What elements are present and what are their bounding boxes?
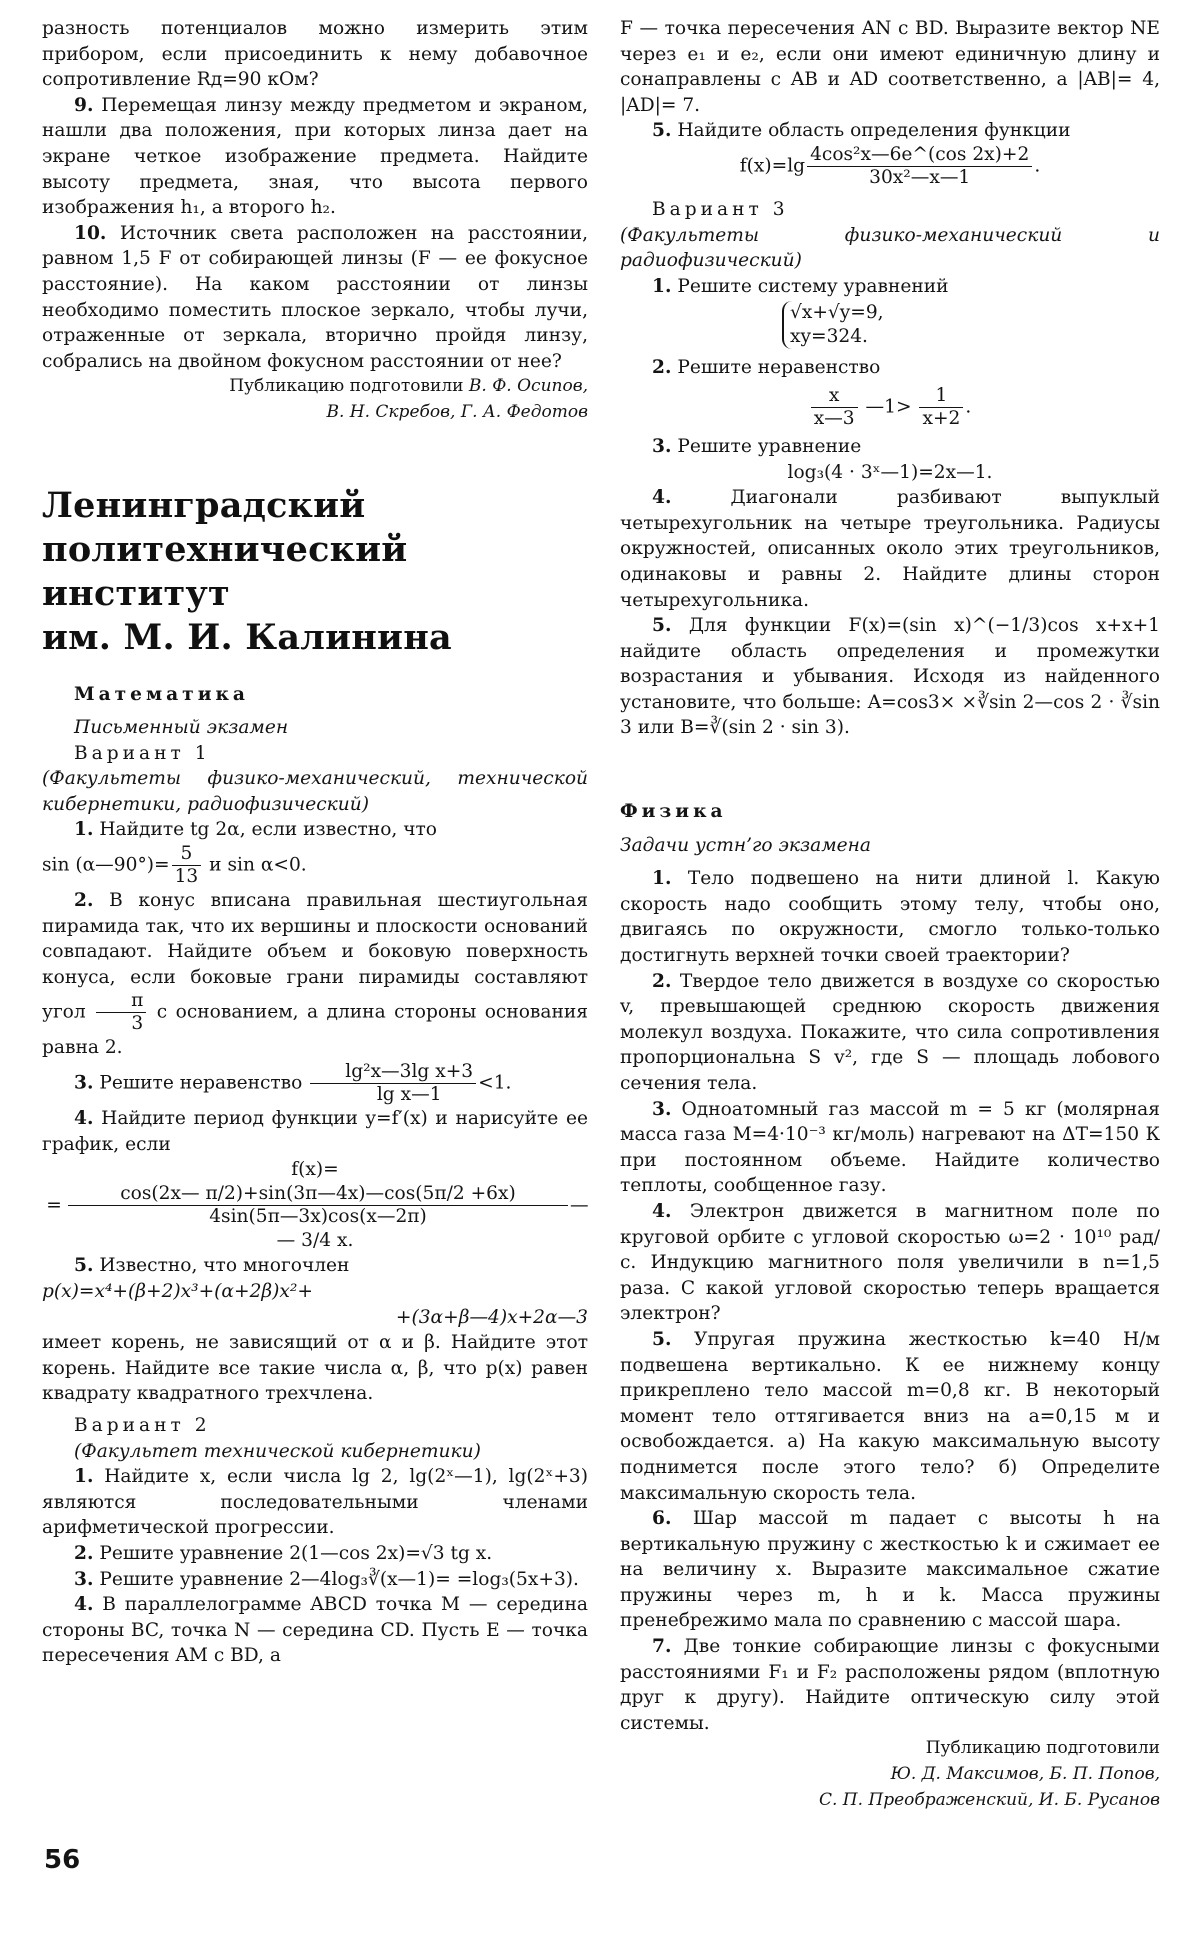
problem-number: 6. [652,1508,672,1530]
problem-text: Диагонали разбивают выпуклый четырехугольник на четыре треугольника. Радиусы окружностей, описанных около этих треугольников, одинаковы и равны 2. Найдите длины сторон четырехугольника. [620,487,1160,611]
problem-text: Одноатомный газ массой m = 5 кг (молярная масса газа M=4·10⁻³ кг/моль) нагревают на ΔT=150 К при постоянном объеме. Найдите количество теплоты, сообщенное газу. [620,1098,1160,1197]
inequality-rhs: <1. [478,1072,512,1094]
fraction-denominator: 30x²—x—1 [807,166,1032,189]
fraction-numerator: x [828,384,840,406]
fraction [811,385,858,430]
institute-title-line: институт [42,572,230,614]
exam-type: Письменный экзамен [74,717,289,739]
problem-text: Источник света расположен на расстоянии, равном 1,5 F от собирающей линзы (F — ее фокусное расстояние). На каком расстоянии от линзы необходимо поместить плоское зеркало, чтобы лучи, отраженные от зеркала, вторично пройдя линзу, собрались на двойном фокусном расстоянии от нее? [42,222,588,372]
fraction-numerator: 1 [935,384,948,406]
publication-credit-line2 [620,1762,1160,1788]
problem-9 [42,93,588,221]
v3-problem-3 [620,434,1160,460]
physics-problem-2 [620,969,1160,1097]
institute-title [42,484,588,660]
v1-problem-1-formula [42,843,588,888]
problem-text: Решите систему уравнений [671,275,949,297]
problem-text: Решите уравнение [671,435,862,457]
variant-3-faculties: (Факультеты физико-механический и радиофизический) [620,224,1160,272]
v1-problem-3 [42,1061,588,1106]
problem-text: Решите уравнение 2(1—cos 2x)=√3 tg x. [93,1542,493,1564]
system-equation: xy=324. [790,326,868,348]
problem-number: 3. [74,1568,94,1590]
credit-names: В. Ф. Осипов, [468,376,588,397]
problem-number: 1. [652,868,672,890]
formula-lhs: f(x)=lg [739,155,806,177]
publication-credit: Публикацию подготовили [925,1738,1160,1759]
problem-text: Решите неравенство [93,1072,303,1094]
problem-number: 4. [652,487,672,509]
problem-number: 5. [652,1328,672,1350]
problem-text: Решите неравенство [671,357,881,379]
problem-text-cont: с основанием, а длина стороны основания равна 2. [42,1001,588,1059]
v1-problem-4 [42,1106,588,1157]
problem-text: Решите уравнение 2—4log₃∛(x—1)= =log₃(5x+3). [93,1568,579,1590]
fraction-numerator: cos(2x— π/2)+sin(3π—4x)—cos(5π/2 +6x) [120,1182,516,1204]
problem-text: В конус вписана правильная шестиугольная пирамида так, что их вершины и плоскости оснований совпадают. Найдите объем и боковую поверхность конуса, если боковые грани пирамиды составляют угол [42,890,588,1023]
v1-problem-1 [42,817,588,843]
problem-text: Найдите период функции y=f′(x) и нарисуйте ее график, если [42,1108,588,1155]
variant-2-heading: Вариант 2 [74,1414,211,1436]
fraction-numerator: 5 [180,843,193,865]
right-column [620,16,1160,1813]
problem-text: В параллелограмме ABCD точка M — середина стороны BC, точка N — середина CD. Пусть E — точка пересечения AM с BD, а [42,1594,588,1667]
problem-number: 4. [74,1594,94,1616]
problem-number: 3. [652,1098,672,1120]
fraction-numerator: π [131,990,144,1012]
problem-text: Твердое тело движется в воздухе со скоростью v, превышающей среднюю скорость движения молекул воздуха. Покажите, что сила сопротивления пропорциональна S v², где S — площадь лобового сечения тела. [620,970,1160,1094]
formula-mid: —1> [859,396,918,418]
institute-title-line: политехнический [42,528,408,570]
v2-problem-4 [42,1592,588,1669]
publication-credit-line3 [620,1788,1160,1814]
problem-number: 2. [652,970,672,992]
fraction [919,385,963,430]
v1-problem-5 [42,1253,588,1279]
credit-names: Ю. Д. Максимов, Б. П. Попов, [890,1764,1160,1785]
problem-text: Для функции F(x)=(sin x)^(−1/3)cos x+x+1 найдите область определения и промежутки возрастания и убывания. Исходя из найденного установите, что больше: A=cos3× ×∛sin 2—cos 2 · ∛sin 3 или B=∛(sin 2 · sin 3). [620,615,1160,739]
problem-number: 7. [652,1636,672,1658]
v2-problem-2 [42,1541,588,1567]
v3-problem-5 [620,613,1160,741]
formula-end: . [965,396,972,418]
v2-problem-4-cont: F — точка пересечения AN с BD. Выразите вектор NE через e₁ и e₂, если они имеют единичную длину и сонаправлены с AB и AD соответственно, а |AB|= 4, |AD|= 7. [620,18,1160,116]
problem-text: Найдите x, если числа lg 2, lg(2ˣ—1), lg(2ˣ+3) являются последовательными членами арифметической прогрессии. [42,1466,588,1539]
problem-number: 3. [652,435,672,457]
problem-number: 5. [74,1255,94,1277]
problem-text: Тело подвешено на нити длиной l. Какую скорость надо сообщить этому телу, чтобы оно, двигаясь по окружности, смогло только-только достигнуть верхней точки своей траектории? [620,868,1160,967]
variant-2-faculties: (Факультет технической кибернетики) [74,1440,481,1462]
fraction-denominator: x—3 [811,407,858,430]
problem-text: Шар массой m падает с высоты h на вертикальную пружину с жесткостью k и сжимает ее на величину x. Выразите максимальное сжатие пружины через m, h и k. Масса пружины пренебрежимо мала по сравнению с массой шара. [620,1508,1160,1632]
physics-problem-1 [620,866,1160,968]
equation-system [782,301,884,349]
institute-title-line: им. М. И. Калинина [42,616,452,658]
v1-problem-4-formula: = $\frac{\cos(2x— \pi/2)+\sin(3\pi—4x)—\cos(5\pi/2 +6x)}{4\sin(5\pi—3x)\cos(x—2\pi)}$ — [46,1182,589,1227]
problem-number: 9. [74,94,94,116]
v2-problem-5-formula [620,144,1160,189]
left-column [42,16,588,1669]
problem-text: Электрон движется в магнитном поле по круговой орбите с угловой скоростью ω=2 · 10¹⁰ рад/с. Индукцию магнитного поля увеличили в n=1,5 раза. С какой угловой скоростью теперь вращается электрон? [620,1200,1160,1325]
formula-rhs: и sin α<0. [203,854,307,876]
credit-names: В. Н. Скребов, Г. А. Федотов [326,401,588,422]
system-equation: √x+√y=9, [790,302,884,324]
v3-problem-2 [620,355,1160,381]
v3-problem-1-system [620,301,1160,349]
problem-number: 1. [652,275,672,297]
v3-problem-1 [620,274,1160,300]
v3-problem-3-formula: log₃(4 · 3ˣ—1)=2x—1. [787,461,993,483]
v1-problem-5-cont: имеет корень, не зависящий от α и β. Найдите этот корень. Найдите все такие числа α, β, что p(x) равен квадрату квадратного трехчлена. [42,1332,588,1405]
problem-number: 3. [74,1072,94,1094]
problem-text: Найдите tg 2α, если известно, что [93,819,437,841]
problem-number: 2. [74,890,94,912]
formula-end: . [1034,155,1041,177]
section-heading-physics: Физика [620,801,727,823]
variant-1-faculties: (Факультеты физико-механический, технической кибернетики, радиофизический) [42,768,588,815]
problem-number: 10. [74,222,107,244]
fraction-numerator: lg²x—3lg x+3 [345,1061,474,1083]
variant-1-heading: Вариант 1 [74,742,211,764]
publication-credit-line2 [42,400,588,426]
fraction-numerator: 4cos²x—6e^(cos 2x)+2 [810,143,1030,165]
physics-exam-type: Задачи устн’го экзамена [620,834,871,856]
fraction-denominator: x+2 [919,407,963,430]
page-number: 56 [44,1845,81,1875]
problem-number: 2. [652,357,672,379]
problem-number: 2. [74,1542,94,1564]
v1-problem-4-fx: f(x)= [291,1159,339,1181]
problem-number: 4. [652,1200,672,1222]
problem-text: Перемещая линзу между предметом и экраном, нашли два положения, при которых линза дает на экране четкое изображение предмета. Найдите высоту предмета, зная, что высота первого изображения h₁, а второго h₂. [42,94,588,219]
fraction-denominator: 13 [172,865,202,888]
v3-problem-2-formula [620,385,1160,430]
continued-problem-text: разность потенциалов можно измерить этим прибором, если присоединить к нему добавочное сопротивление Rд=90 кОм? [42,18,588,91]
problem-text: Известно, что многочлен [93,1255,350,1277]
fraction [807,144,1032,189]
credit-lead: Публикацию подготовили [229,376,469,397]
fraction-denominator: 3 [96,1012,146,1035]
formula-lhs: sin (α—90°)= [42,854,170,876]
problem-10 [42,221,588,375]
problem-number: 1. [74,819,94,841]
v1-problem-4-tail: — 3/4 x. [276,1229,354,1251]
v1-problem-5-poly-line2: +(3α+β—4)x+2α—3 [395,1306,588,1328]
v1-problem-2 [42,888,588,1061]
problem-number: 4. [74,1108,94,1130]
publication-credit [42,374,588,400]
problem-text: Две тонкие собирающие линзы с фокусными расстояниями F₁ и F₂ расположены рядом (вплотную друг к другу). Найдите оптическую силу этой системы. [620,1636,1160,1734]
fraction [172,843,202,888]
fraction [310,1061,476,1106]
v2-problem-3 [42,1567,588,1593]
problem-number: 1. [74,1466,94,1488]
credit-names: С. П. Преображенский, И. Б. Русанов [818,1789,1160,1810]
problem-text: Упругая пружина жесткостью k=40 Н/м подвешена вертикально. К ее нижнему концу прикреплено тело массой m=0,8 кг. В некоторый момент тело оттягивается вниз на a=0,15 м и освобождается. а) На какую максимальную высоту поднимется после этого тело? б) Определите максимальную скорость тела. [620,1328,1160,1504]
physics-problem-6 [620,1506,1160,1634]
variant-3-heading: Вариант 3 [652,198,789,220]
fraction [68,1183,568,1228]
fraction [96,990,146,1035]
problem-number: 5. [652,120,672,142]
fraction-denominator: 4sin(5π—3x)cos(x—2π) [68,1205,568,1228]
problem-text: Найдите область определения функции [671,120,1071,142]
physics-problem-4 [620,1199,1160,1327]
v3-problem-4 [620,485,1160,613]
physics-problem-5 [620,1327,1160,1506]
physics-problem-7 [620,1634,1160,1736]
physics-problem-3 [620,1097,1160,1199]
section-heading-math: Математика [74,683,249,705]
institute-title-line: Ленинградский [42,484,366,526]
v1-problem-5-poly-line1: p(x)=x⁴+(β+2)x³+(α+2β)x²+ [42,1281,313,1302]
v2-problem-1 [42,1464,588,1541]
v2-problem-5 [620,118,1160,144]
problem-number: 5. [652,615,672,637]
fraction-denominator: lg x—1 [310,1083,476,1106]
